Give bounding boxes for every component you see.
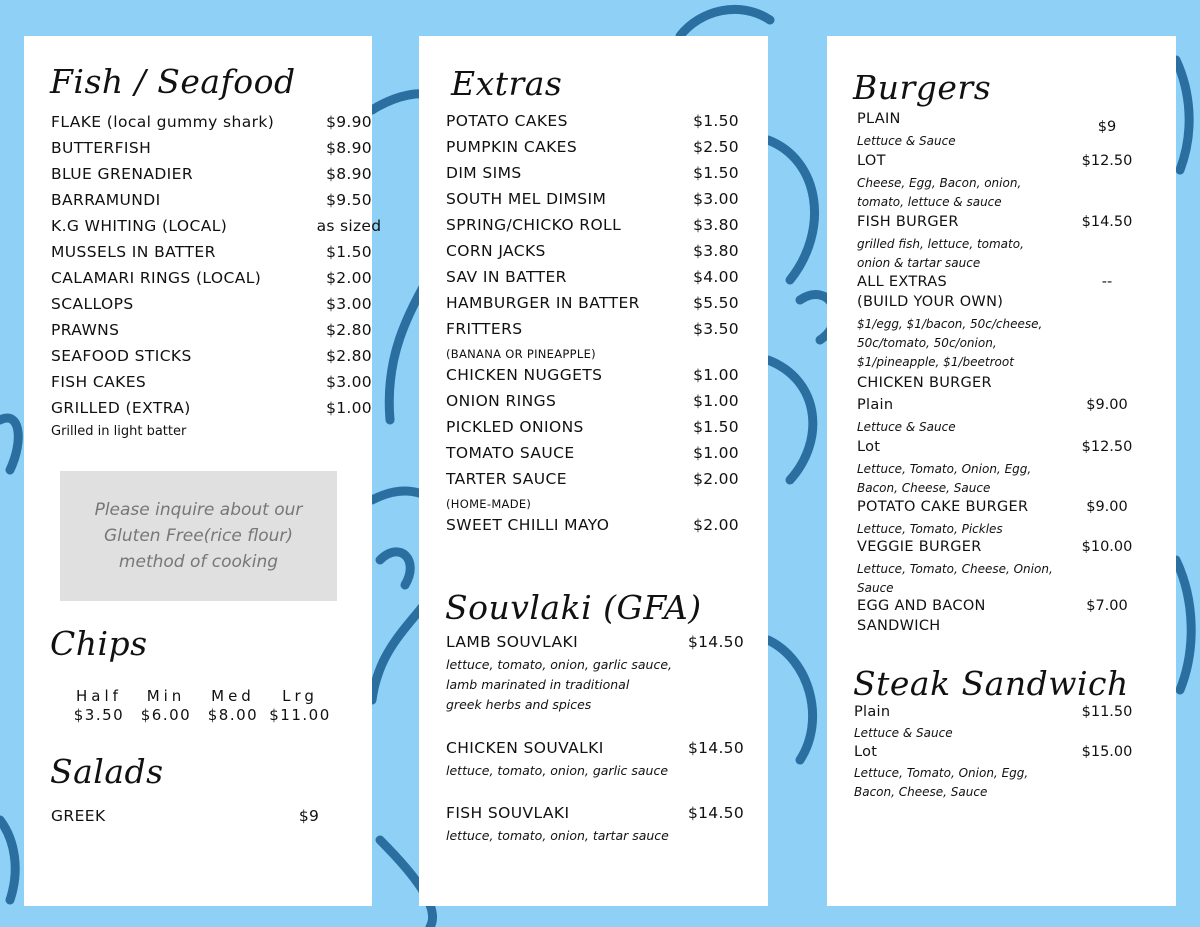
- item-description: lettuce, tomato, onion, garlic sauce,: [446, 657, 672, 672]
- item-name: Plain: [854, 704, 891, 720]
- menu-item: [446, 392, 756, 414]
- salads-heading: Salads: [50, 752, 164, 791]
- salad-item: [51, 807, 351, 829]
- item-price: $2.00: [693, 470, 739, 488]
- menu-item: [51, 243, 372, 265]
- menu-item: [446, 633, 756, 655]
- item-price: $3.50: [693, 320, 739, 338]
- item-price: $14.50: [687, 739, 745, 757]
- extras-heading: Extras: [451, 64, 563, 103]
- menu-item: [446, 516, 756, 538]
- item-price: $1.00: [693, 392, 739, 410]
- item-name: PUMPKIN CAKES: [446, 138, 578, 156]
- item-price: $1.50: [693, 418, 739, 436]
- chips-size-med: Med: [211, 687, 255, 705]
- item-description: greek herbs and spices: [446, 697, 592, 712]
- menu-item: [51, 347, 372, 369]
- panel-extras-souvlaki: [419, 36, 768, 906]
- item-name: FISH BURGER: [857, 214, 959, 230]
- item-price: $14.50: [687, 804, 745, 822]
- item-name: SOUTH MEL DIMSIM: [446, 190, 607, 208]
- item-name: HAMBURGER IN BATTER: [446, 294, 640, 312]
- menu-item: [857, 274, 1157, 294]
- item-price: $12.50: [1081, 153, 1133, 169]
- item-description: Lettuce, Tomato, Pickles: [857, 522, 1003, 536]
- item-name: CALAMARI RINGS (LOCAL): [51, 269, 262, 287]
- burgers-heading: Burgers: [853, 68, 992, 107]
- menu-item: [51, 113, 372, 135]
- menu-item: [446, 320, 756, 342]
- item-description: Cheese, Egg, Bacon, onion,: [857, 176, 1022, 190]
- item-price: $8.90: [326, 139, 372, 157]
- item-description: Bacon, Cheese, Sauce: [857, 481, 991, 495]
- panel-fish-chips-salads: [24, 36, 382, 906]
- item-name: FISH SOUVLAKI: [446, 804, 570, 822]
- item-subnote: (BUILD YOUR OWN): [857, 294, 1004, 310]
- menu-item: [857, 153, 1157, 173]
- menu-item: [446, 268, 756, 290]
- item-price: $3.00: [326, 373, 372, 391]
- item-name: SEAFOOD STICKS: [51, 347, 192, 365]
- steak-sandwich-heading: Steak Sandwich: [853, 664, 1129, 703]
- item-price: $14.50: [687, 633, 745, 651]
- chips-size-lrg: Lrg: [282, 687, 318, 705]
- item-price: $2.50: [693, 138, 739, 156]
- item-description: $1/egg, $1/bacon, 50c/cheese,: [857, 317, 1043, 331]
- gluten-free-line-2: Gluten Free(rice flour): [104, 526, 293, 546]
- menu-item: [857, 375, 1157, 395]
- menu-item: [857, 598, 1157, 618]
- chips-price-med: $8.00: [207, 706, 259, 724]
- item-price: $1.00: [326, 399, 372, 417]
- item-name: PLAIN: [857, 111, 901, 127]
- menu-item: [446, 138, 756, 160]
- grilled-note: Grilled in light batter: [51, 424, 187, 439]
- item-description: tomato, lettuce & sauce: [857, 195, 1002, 209]
- item-price: --: [1101, 274, 1113, 290]
- menu-item: [446, 190, 756, 212]
- item-price: $3.80: [693, 242, 739, 260]
- item-name: BARRAMUNDI: [51, 191, 161, 209]
- item-name: Plain: [857, 397, 894, 413]
- item-price: $10.00: [1081, 539, 1133, 555]
- item-description: 50c/tomato, 50c/onion,: [857, 336, 997, 350]
- item-price: $2.00: [693, 516, 739, 534]
- item-name: DIM SIMS: [446, 164, 522, 182]
- item-name: EGG AND BACON: [857, 598, 986, 614]
- item-name: VEGGIE BURGER: [857, 539, 982, 555]
- menu-item: [446, 470, 756, 492]
- menu-item: [51, 191, 372, 213]
- item-name: ALL EXTRAS: [857, 274, 947, 290]
- chips-size-half: Half: [76, 687, 122, 705]
- menu-item: [51, 217, 382, 239]
- item-price: $9.00: [1086, 499, 1128, 515]
- menu-item: [446, 739, 756, 761]
- menu-item: [857, 539, 1157, 559]
- item-description: Lettuce, Tomato, Cheese, Onion,: [857, 562, 1053, 576]
- item-name: SAV IN BATTER: [446, 268, 567, 286]
- item-price: $14.50: [1081, 214, 1133, 230]
- item-name: PRAWNS: [51, 321, 120, 339]
- item-subnote: SANDWICH: [857, 618, 941, 634]
- item-subnote: (BANANA OR PINEAPPLE): [446, 347, 596, 361]
- item-name: Lot: [857, 439, 881, 455]
- item-price: $9.50: [326, 191, 372, 209]
- gluten-free-notice: [60, 471, 337, 601]
- item-price: $1.00: [693, 366, 739, 384]
- chips-price-lrg: $11.00: [269, 706, 331, 724]
- fish-seafood-heading: Fish / Seafood: [50, 62, 296, 101]
- item-name: BLUE GRENADIER: [51, 165, 194, 183]
- menu-item: [51, 399, 372, 421]
- item-price: $1.50: [326, 243, 372, 261]
- item-price: $9: [1097, 119, 1117, 135]
- menu-item: [51, 269, 372, 291]
- item-price: as sized: [316, 217, 382, 235]
- menu-item: [446, 418, 756, 440]
- item-description: onion & tartar sauce: [857, 256, 981, 270]
- item-name: FISH CAKES: [51, 373, 147, 391]
- item-name: TARTER SAUCE: [446, 470, 567, 488]
- item-description: lamb marinated in traditional: [446, 677, 630, 692]
- menu-item: [446, 112, 756, 134]
- menu-item: [854, 744, 1154, 764]
- item-description: Lettuce, Tomato, Onion, Egg,: [854, 766, 1029, 780]
- souvlaki-heading: Souvlaki (GFA): [445, 588, 702, 627]
- item-price: $3.00: [326, 295, 372, 313]
- item-price: $4.00: [693, 268, 739, 286]
- item-description: Bacon, Cheese, Sauce: [854, 785, 988, 799]
- gluten-free-line-3: method of cooking: [118, 552, 279, 572]
- menu-item: [857, 439, 1157, 459]
- item-price: $3.00: [693, 190, 739, 208]
- chips-heading: Chips: [50, 624, 148, 663]
- item-description: Lettuce & Sauce: [857, 420, 956, 434]
- item-name: SCALLOPS: [51, 295, 134, 313]
- item-price: $1.50: [693, 164, 739, 182]
- item-description: lettuce, tomato, onion, tartar sauce: [446, 828, 669, 843]
- item-price: $8.90: [326, 165, 372, 183]
- item-description: Sauce: [857, 581, 894, 595]
- menu-item: [446, 804, 756, 826]
- item-description: Lettuce, Tomato, Onion, Egg,: [857, 462, 1032, 476]
- item-name: POTATO CAKES: [446, 112, 568, 130]
- item-price: $2.80: [326, 347, 372, 365]
- item-price: $12.50: [1081, 439, 1133, 455]
- item-name: SPRING/CHICKO ROLL: [446, 216, 622, 234]
- item-name: CHICKEN BURGER: [857, 375, 992, 391]
- item-name: PICKLED ONIONS: [446, 418, 584, 436]
- menu-item: [51, 139, 372, 161]
- item-price: $9.90: [326, 113, 372, 131]
- item-name: MUSSELS IN BATTER: [51, 243, 216, 261]
- item-description: Lettuce & Sauce: [854, 726, 953, 740]
- salad-price: $9: [298, 807, 320, 825]
- item-description: Lettuce & Sauce: [857, 134, 956, 148]
- chips-size-min: Min: [146, 687, 186, 705]
- item-description: $1/pineapple, $1/beetroot: [857, 355, 1014, 369]
- salad-name: GREEK: [51, 807, 106, 825]
- menu-item: [446, 366, 756, 388]
- item-name: CHICKEN NUGGETS: [446, 366, 603, 384]
- item-price: $9.00: [1086, 397, 1128, 413]
- menu-item: [446, 242, 756, 264]
- item-price: $1.00: [693, 444, 739, 462]
- panel-burgers-steak: [827, 36, 1176, 906]
- item-name: POTATO CAKE BURGER: [857, 499, 1029, 515]
- menu-item: [51, 321, 372, 343]
- item-name: GRILLED (EXTRA): [51, 399, 191, 417]
- item-name: K.G WHITING (LOCAL): [51, 217, 228, 235]
- item-name: FLAKE (local gummy shark): [51, 113, 275, 131]
- item-name: BUTTERFISH: [51, 139, 152, 157]
- item-description: grilled fish, lettuce, tomato,: [857, 237, 1024, 251]
- menu-item: [857, 499, 1157, 519]
- item-price: $1.50: [693, 112, 739, 130]
- item-name: CHICKEN SOUVALKI: [446, 739, 604, 757]
- menu-item: [857, 111, 1157, 135]
- chips-price-half: $3.50: [73, 706, 125, 724]
- menu-item: [446, 216, 756, 238]
- item-name: TOMATO SAUCE: [446, 444, 575, 462]
- item-price: $15.00: [1081, 744, 1133, 760]
- item-name: Lot: [854, 744, 878, 760]
- menu-item: [446, 444, 756, 466]
- item-name: SWEET CHILLI MAYO: [446, 516, 610, 534]
- menu-item: [51, 295, 372, 317]
- item-name: FRITTERS: [446, 320, 523, 338]
- item-name: ONION RINGS: [446, 392, 557, 410]
- item-price: $11.50: [1081, 704, 1133, 720]
- item-price: $3.80: [693, 216, 739, 234]
- gluten-free-line-1: Please inquire about our: [94, 500, 303, 520]
- menu-item: [446, 164, 756, 186]
- menu-item: [51, 165, 372, 187]
- item-name: LOT: [857, 153, 886, 169]
- item-price: $7.00: [1086, 598, 1128, 614]
- item-price: $2.80: [326, 321, 372, 339]
- item-subnote: (HOME-MADE): [446, 497, 532, 511]
- item-name: LAMB SOUVLAKI: [446, 633, 579, 651]
- menu-item: [857, 397, 1157, 417]
- menu-item: [51, 373, 372, 395]
- item-price: $5.50: [693, 294, 739, 312]
- item-description: lettuce, tomato, onion, garlic sauce: [446, 763, 669, 778]
- menu-item: [854, 704, 1154, 724]
- menu-item: [446, 294, 756, 316]
- chips-price-min: $6.00: [140, 706, 192, 724]
- item-price: $2.00: [326, 269, 372, 287]
- menu-item: [857, 214, 1157, 234]
- item-name: CORN JACKS: [446, 242, 546, 260]
